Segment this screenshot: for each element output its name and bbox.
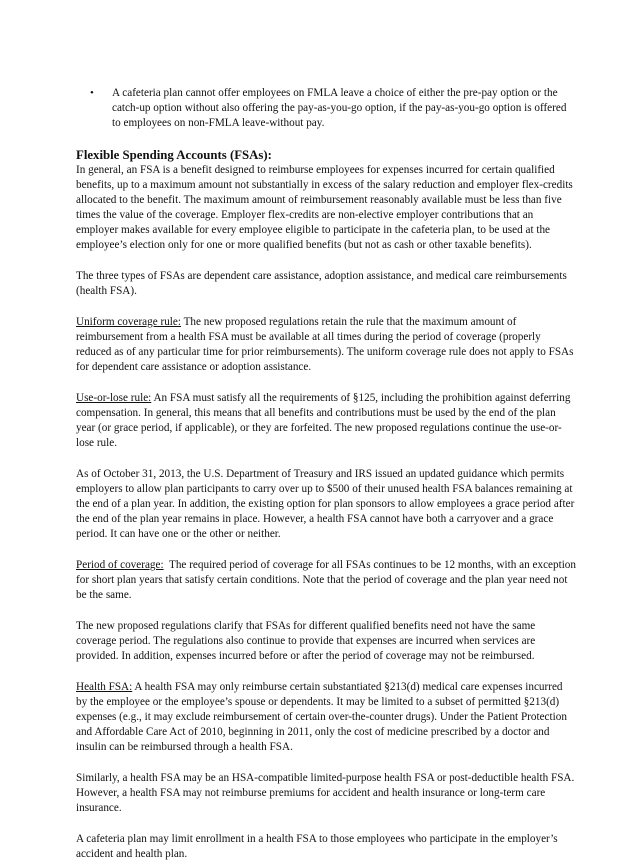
clarify-paragraph: The new proposed regulations clarify that FSAs for different qualified benefits need not have the same coverage period. The regulations also continue to provide that expenses are incurred when services are provided. In addition, expenses incurred before or after the period of coverage may not be reimbursed. <box>76 620 536 662</box>
use-or-lose-text: An FSA must satisfy all the requirements of §125, including the prohibition against deferring compensation. In general, this means that all benefits and contributions must be used by the end of the plan year (or grace period, if applicable), or they are forfeited. The new proposed regulations continue the use-or-lose rule. <box>76 392 571 449</box>
uniform-coverage-text: The new proposed regulations retain the rule that the maximum amount of reimbursement from a health FSA must be available at all times during the period of coverage (properly reduced as of any particular time for prior reimbursements). The uniform coverage rule does not apply to FSAs for dependent care assistance or adoption assistance. <box>76 316 574 373</box>
health-fsa-paragraph <box>76 680 576 755</box>
period-of-coverage-lead: Period of coverage: <box>76 559 164 571</box>
use-or-lose-lead: Use-or-lose rule: <box>76 392 152 404</box>
bullet-marker: • <box>90 87 94 99</box>
section-heading: Flexible Spending Accounts (FSAs): <box>76 148 272 162</box>
carryover-paragraph: As of October 31, 2013, the U.S. Department of Treasury and IRS issued an updated guidance which permits employers to allow plan participants to carry over up to $500 of their unused health FSA balances remaining at the end of a plan year. In addition, the existing option for plan sponsors to allow employees a grace period after the end of the plan year remains in place. However, a health FSA cannot have both a carryover and a grace period. It can have one or the other or neither. <box>76 468 575 540</box>
enrollment-paragraph: A cafeteria plan may limit enrollment in a health FSA to those employees who participate in the employer’s accident and health plan. <box>76 833 558 860</box>
bullet-list <box>76 86 576 131</box>
health-fsa-lead: Health FSA: <box>76 681 133 693</box>
health-fsa-text: A health FSA may only reimburse certain substantiated §213(d) medical care expenses incurred by the employee or the employee’s spouse or dependents. It may be limited to a subset of permitted §213(d) expenses (e.g., it may exclude reimbursement of certain over-the-counter drugs). Under the Patient Protection and Affordable Care Act of 2010, beginning in 2011, only the cost of medicine prescribed by a doctor and insulin can be reimbursed through a health FSA. <box>76 681 567 753</box>
hsa-compatible-paragraph: Similarly, a health FSA may be an HSA-compatible limited-purpose health FSA or post-deductible health FSA. However, a health FSA may not reimburse premiums for accident and health insurance or long-term care insurance. <box>76 772 575 814</box>
fsa-types-paragraph: The three types of FSAs are dependent care assistance, adoption assistance, and medical care reimbursements (health FSA). <box>76 270 567 297</box>
use-or-lose-paragraph <box>76 391 576 451</box>
uniform-coverage-lead: Uniform coverage rule: <box>76 316 181 328</box>
period-of-coverage-text: The required period of coverage for all FSAs continues to be 12 months, with an exception for short plan years that satisfy certain conditions. Note that the period of coverage and the plan year need not be the same. <box>76 559 579 601</box>
intro-paragraph: In general, an FSA is a benefit designed to reimburse employees for expenses incurred for certain qualified benefits, up to a maximum amount not substantially in excess of the salary reduction and employer flex-credits allocated to the benefit. The maximum amount of reimbursement reasonably available must be less than five times the value of the coverage. Employer flex-credits are non-elective employer contributions that an employer makes available for every employee eligible to participate in the cafeteria plan, to be used at the employee’s election only for one or more qualified benefits (but not as cash or other taxable benefits). <box>76 164 573 251</box>
uniform-coverage-paragraph <box>76 315 576 375</box>
bullet-item-fmla <box>76 86 576 131</box>
period-of-coverage-paragraph <box>76 558 579 603</box>
bullet-text: A cafeteria plan cannot offer employees on FMLA leave a choice of either the pre-pay option or the catch-up option without also offering the pay-as-you-go option, if the pay-as-you-go option is offered to employees on non-FMLA leave-without pay. <box>112 87 567 129</box>
